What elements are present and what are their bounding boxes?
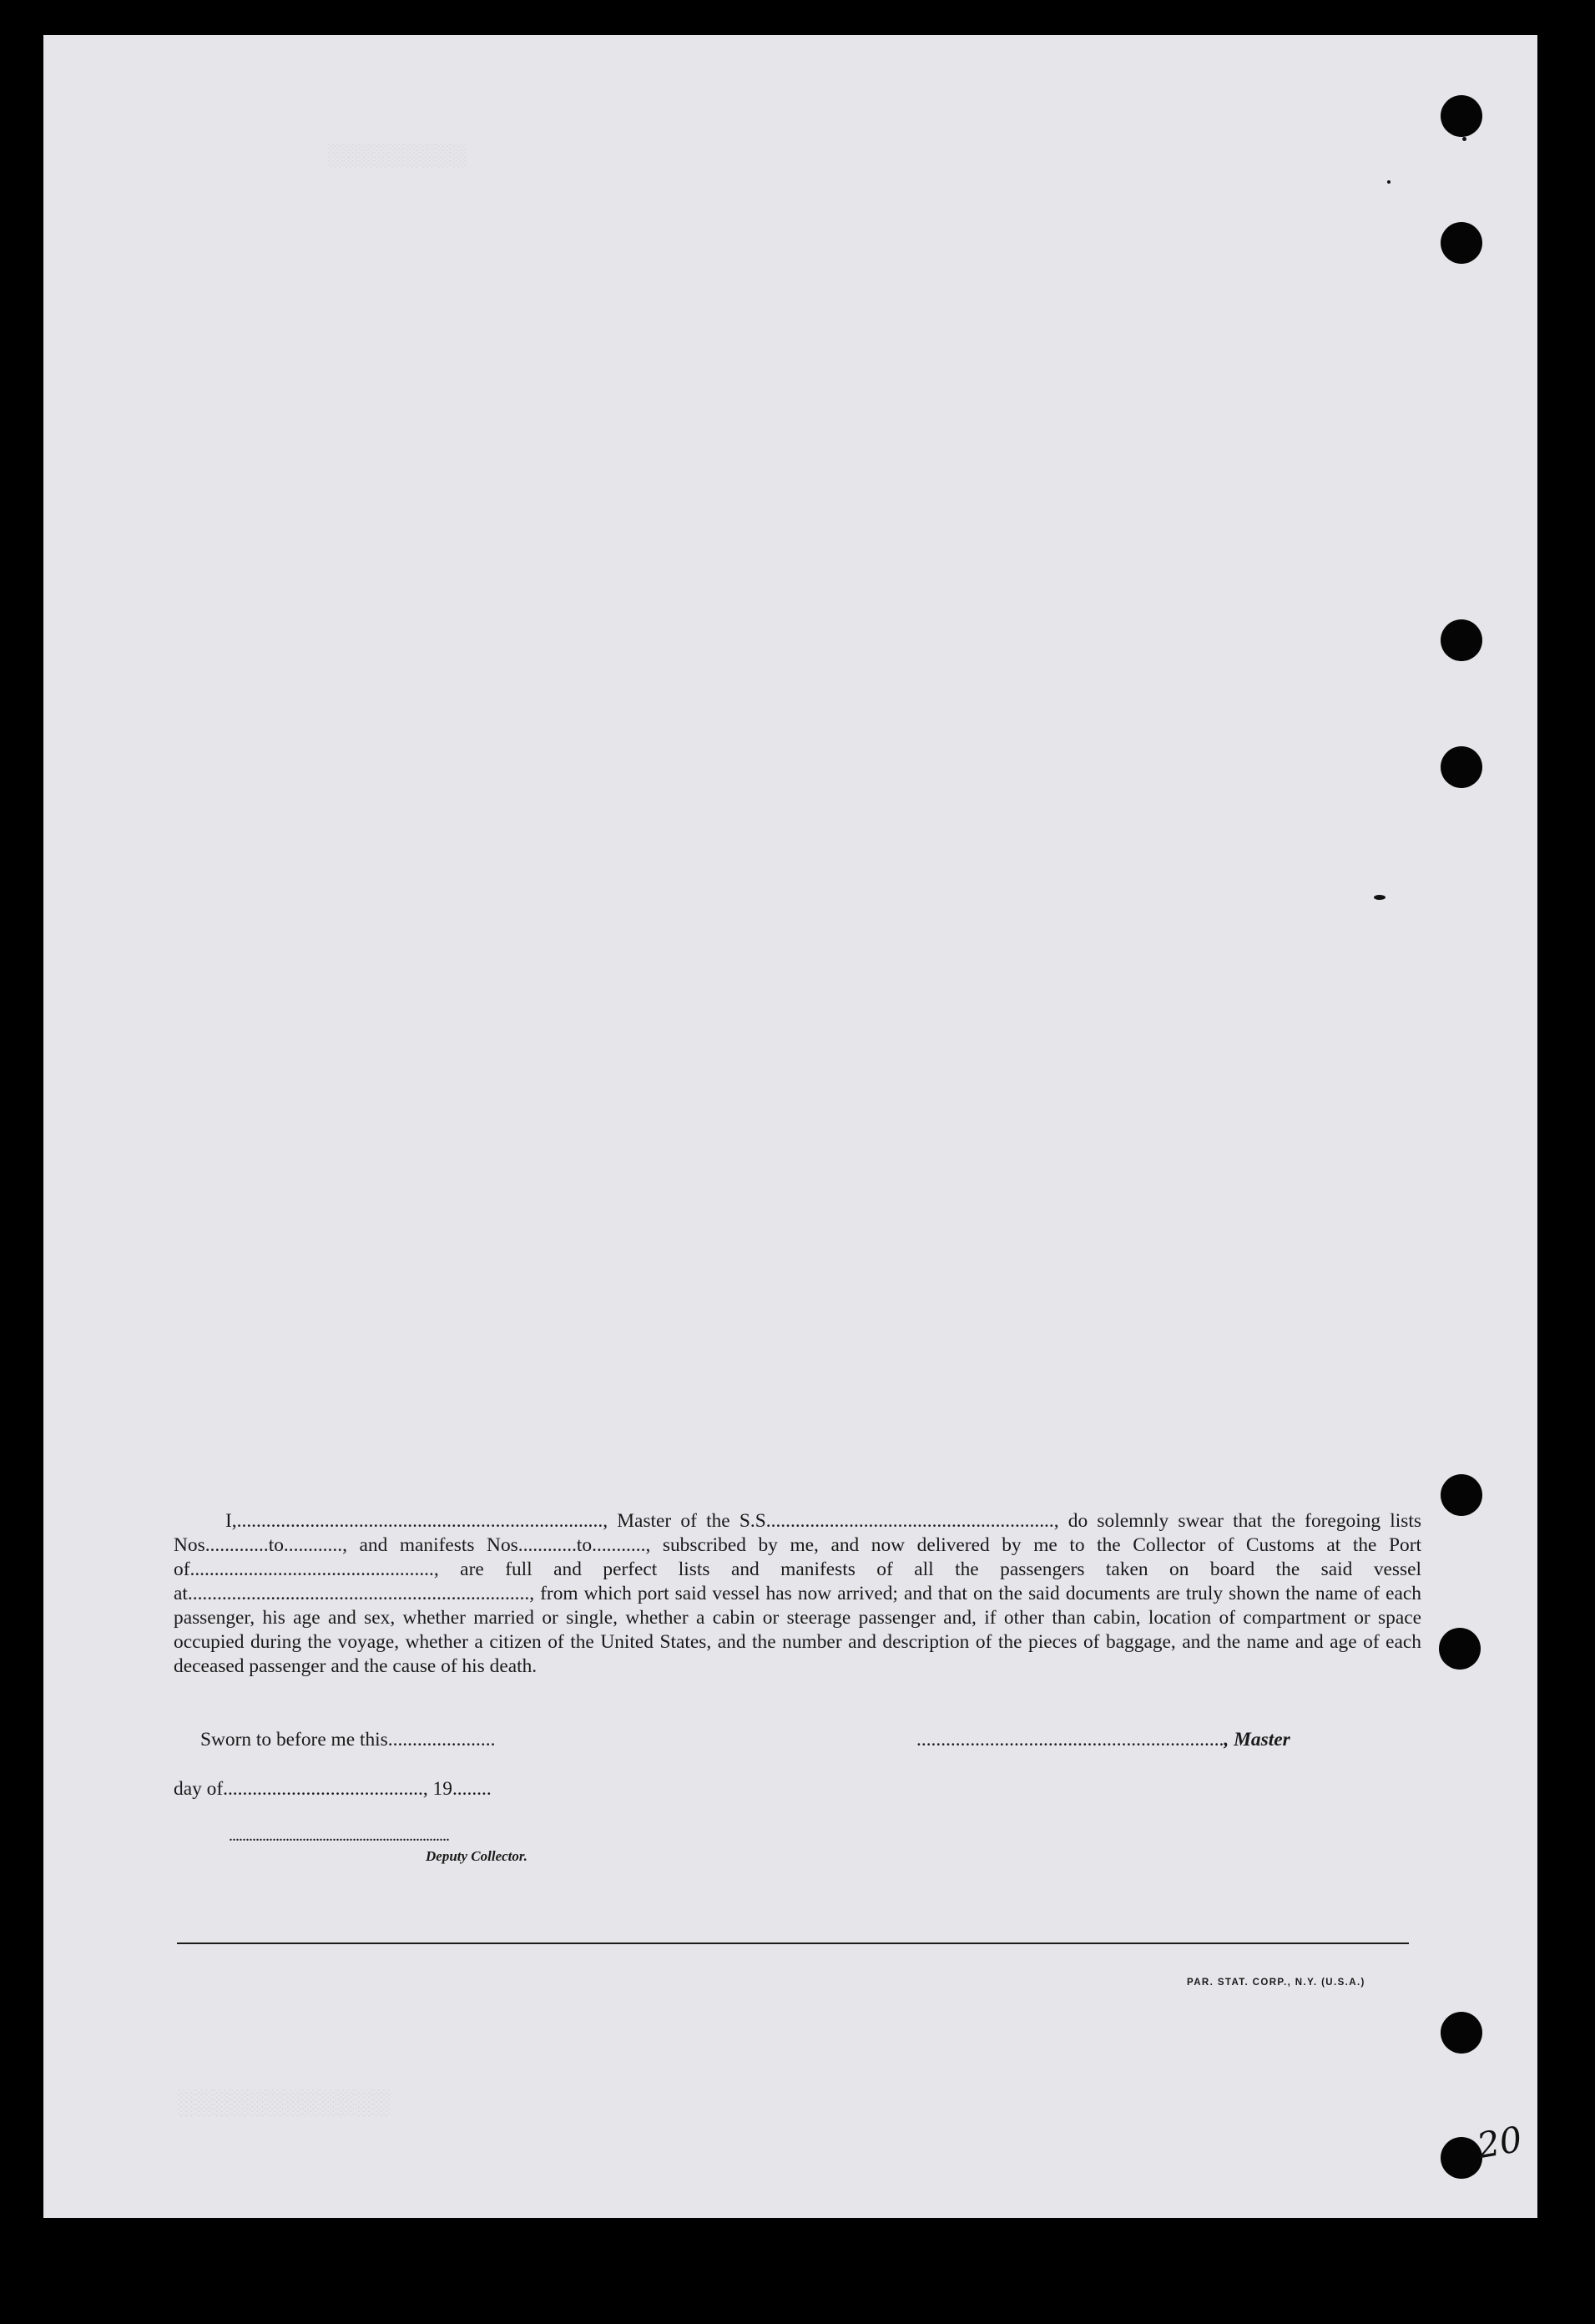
horizontal-rule [177, 1943, 1409, 1944]
punch-hole [1441, 746, 1482, 788]
deputy-collector-label: Deputy Collector. [426, 1848, 527, 1864]
punch-hole [1441, 95, 1482, 137]
punch-hole [1441, 2012, 1482, 2054]
punch-hole [1441, 2137, 1482, 2179]
bleed-through-text: ░░░░░░░░░ [327, 142, 466, 167]
master-signature-dots: ............................................................... [916, 1729, 1224, 1751]
document-page [43, 35, 1537, 2218]
handwritten-page-number: 20 [1474, 2118, 1526, 2167]
printer-imprint: PAR. STAT. CORP., N.Y. (U.S.A.) [1187, 1978, 1365, 1988]
punch-hole [1441, 619, 1482, 661]
bleed-through-text: ░░░░░░░░░░░░ [177, 2089, 391, 2116]
punch-hole [1439, 1628, 1481, 1670]
master-signature-line [916, 1729, 1290, 1751]
ink-speck [1462, 137, 1466, 141]
punch-hole [1441, 222, 1482, 264]
ink-speck [1374, 895, 1386, 900]
deputy-signature-dots: .................................................................. [229, 1826, 449, 1845]
ink-speck [1387, 180, 1391, 184]
sworn-statement: Sworn to before me this...................... [200, 1729, 496, 1751]
master-oath-paragraph: I,..........................................................................., Master of the S.S..........................................................., do solemnly swear that the foregoing lists Nos.............to............, and manifests Nos............to..........., subscribed by me, and now delivered by me to the Collector of Customs at the Port of.................................................., are full and perfect lists and manifests of all the passengers taken on board the said vessel at......................................................................, from which port said vessel has now arrived; and that on the said documents are truly shown the name of each passenger, his age and sex, whether married or single, whether a cabin or steerage passenger and, if other than cabin, location of compartment or space occupied during the voyage, whether a citizen of the United States, and the number and description of the pieces of baggage, and the name and age of each deceased passenger and the cause of his death. [174, 1510, 1421, 1677]
punch-hole [1441, 1474, 1482, 1516]
day-of-line: day of........................................., 19........ [174, 1778, 492, 1800]
master-label: , Master [1224, 1729, 1290, 1751]
